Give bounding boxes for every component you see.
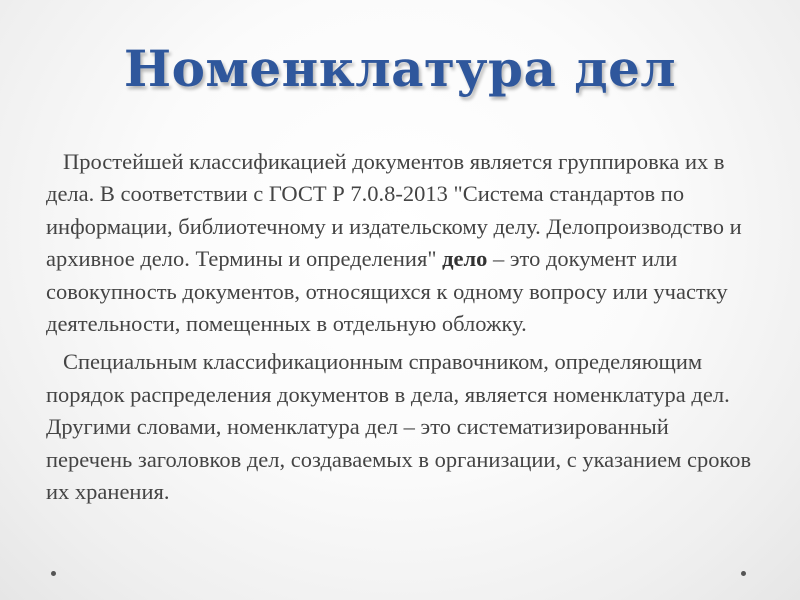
decorative-dot-right bbox=[741, 571, 746, 576]
decorative-dot-left bbox=[51, 571, 56, 576]
paragraph-definition-intro: Простейшей классификацией документов является группировка их в дела. В соответствии с ГОСТ Р 7.0.8-2013 "Система стандартов по информации, библиотечному и издательскому делу. Делопроизводство и архивное дело. Термины и определения" bbox=[46, 149, 742, 272]
term-delo: дело bbox=[442, 246, 488, 272]
slide-title: Номенклатура дел bbox=[123, 39, 677, 98]
slide-body bbox=[46, 146, 758, 508]
paragraph-definition-rest: – это документ или совокупность документов, относящихся к одному вопросу или участку деятельности, помещенных в отдельную обложку. bbox=[46, 246, 728, 337]
paragraph-definition bbox=[46, 146, 758, 340]
paragraph-nomenclature: Специальным классификационным справочником, определяющим порядок распределения документов в дела, является номенклатура дел. Другими словами, номенклатура дел – это систематизированный перечень заголовков дел, создаваемых в организации, с указанием сроков их хранения. bbox=[46, 349, 752, 505]
